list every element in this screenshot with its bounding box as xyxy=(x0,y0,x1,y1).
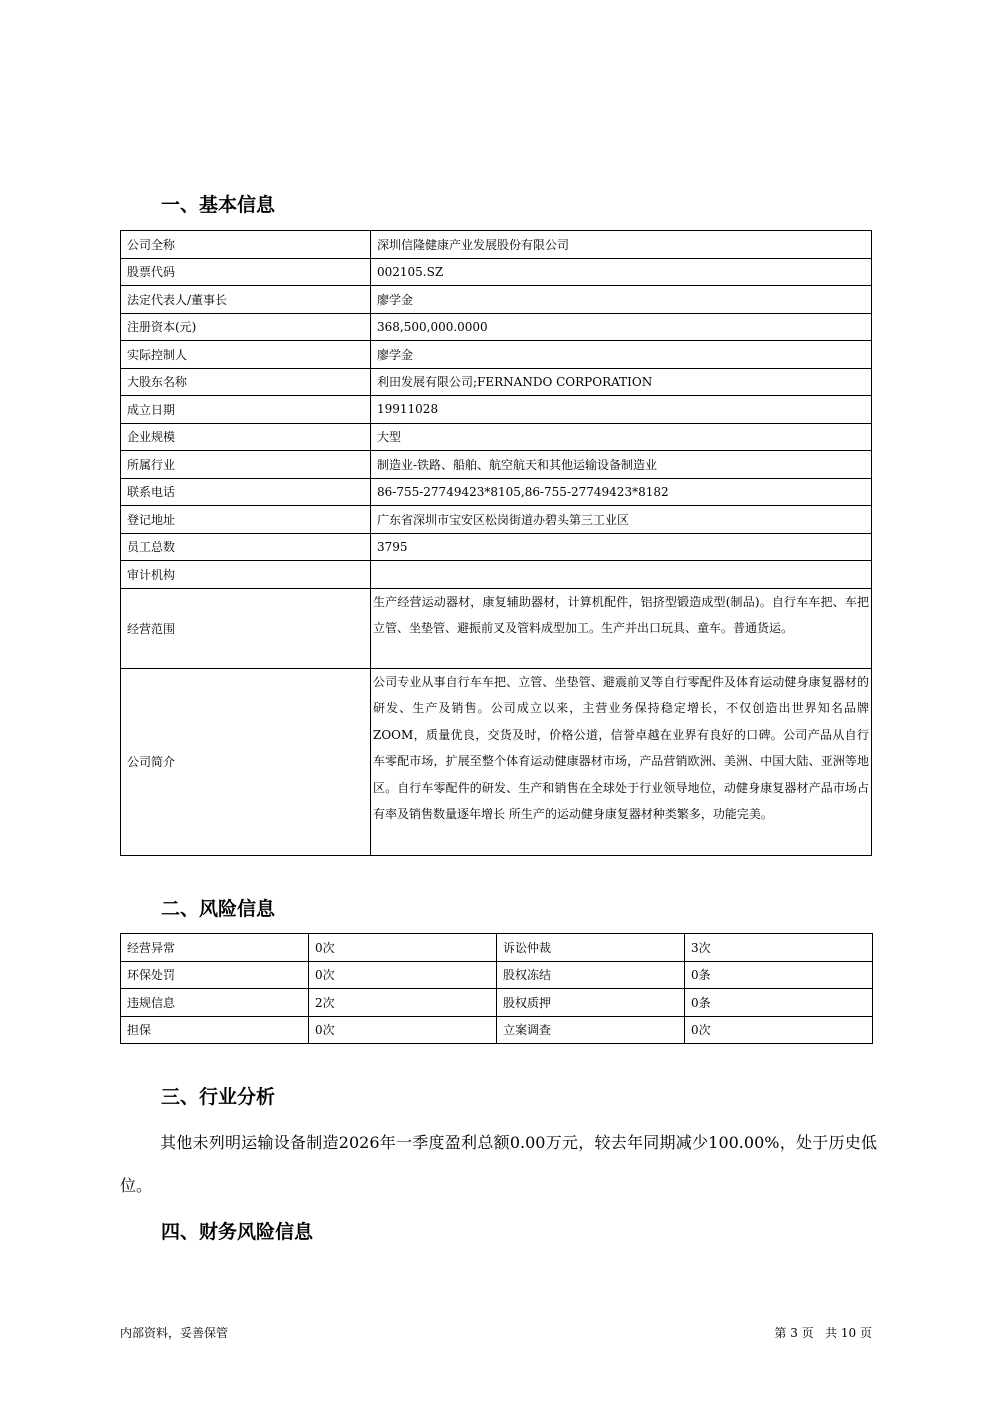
risk-label: 环保处罚 xyxy=(121,961,309,989)
risk-label: 担保 xyxy=(121,1016,309,1044)
row-label: 公司全称 xyxy=(121,231,371,259)
table-row xyxy=(121,258,872,286)
table-row xyxy=(121,286,872,314)
table-row xyxy=(121,588,872,668)
row-label: 企业规模 xyxy=(121,423,371,451)
row-label: 股票代码 xyxy=(121,258,371,286)
table-row xyxy=(121,506,872,534)
row-label: 员工总数 xyxy=(121,533,371,561)
section-title-risk: 二、风险信息 xyxy=(161,898,276,920)
table-row xyxy=(121,423,872,451)
row-label: 注册资本(元) xyxy=(121,313,371,341)
row-label: 所属行业 xyxy=(121,451,371,479)
risk-value: 3次 xyxy=(685,934,873,962)
risk-value: 0次 xyxy=(309,961,497,989)
table-row xyxy=(121,341,872,369)
row-value: 利田发展有限公司;FERNANDO CORPORATION xyxy=(371,368,872,396)
row-label: 成立日期 xyxy=(121,396,371,424)
row-value: 3795 xyxy=(371,533,872,561)
risk-value: 0条 xyxy=(685,961,873,989)
footer-note: 内部资料，妥善保管 xyxy=(120,1326,229,1340)
risk-label: 经营异常 xyxy=(121,934,309,962)
row-value: 廖学金 xyxy=(371,286,872,314)
table-row xyxy=(121,961,873,989)
table-row xyxy=(121,231,872,259)
row-label: 联系电话 xyxy=(121,478,371,506)
table-row xyxy=(121,561,872,589)
risk-label: 违规信息 xyxy=(121,989,309,1017)
basic-info-table xyxy=(120,230,872,856)
risk-value: 0次 xyxy=(309,1016,497,1044)
table-row xyxy=(121,668,872,855)
row-value: 002105.SZ xyxy=(371,258,872,286)
row-value: 廖学金 xyxy=(371,341,872,369)
row-label: 公司简介 xyxy=(121,668,371,855)
table-row xyxy=(121,533,872,561)
row-label: 登记地址 xyxy=(121,506,371,534)
row-value: 大型 xyxy=(371,423,872,451)
table-row xyxy=(121,989,873,1017)
business-scope-text: 生产经营运动器材，康复辅助器材，计算机配件，铝挤型锻造成型(制品)。自行车车把、车把立管、坐垫管、避振前叉及管料成型加工。生产并出口玩具、童车。普通货运。 xyxy=(371,588,872,668)
risk-label: 股权质押 xyxy=(497,989,685,1017)
row-label: 大股东名称 xyxy=(121,368,371,396)
risk-info-table xyxy=(120,933,873,1044)
risk-value: 0条 xyxy=(685,989,873,1017)
company-profile-text: 公司专业从事自行车车把、立管、坐垫管、避震前叉等自行零配件及体育运动健身康复器材的研发、生产及销售。公司成立以来，主营业务保持稳定增长，不仅创造出世界知名品牌ZOOM，质量优良，交货及时，价格公道，信誉卓越在业界有良好的口碑。公司产品从自行车零配市场，扩展至整个体育运动健康器材市场，产品营销欧洲、美洲、中国大陆、亚洲等地区。自行车零配件的研发、生产和销售在全球处于行业领导地位，动健身康复器材产品市场占有率及销售数量逐年增长 所生产的运动健身康复器材种类繁多，功能完美。 xyxy=(371,668,872,855)
section-title-basic: 一、基本信息 xyxy=(161,194,276,216)
table-row xyxy=(121,934,873,962)
table-row xyxy=(121,396,872,424)
industry-analysis-text: 其他未列明运输设备制造2026年一季度盈利总额0.00万元，较去年同期减少100.00%，处于历史低位。 xyxy=(120,1133,877,1195)
row-label: 经营范围 xyxy=(121,588,371,668)
row-value: 广东省深圳市宝安区松岗街道办碧头第三工业区 xyxy=(371,506,872,534)
row-value: 深圳信隆健康产业发展股份有限公司 xyxy=(371,231,872,259)
table-row xyxy=(121,1016,873,1044)
risk-value: 2次 xyxy=(309,989,497,1017)
section-title-finance: 四、财务风险信息 xyxy=(161,1221,314,1243)
risk-label: 立案调查 xyxy=(497,1016,685,1044)
row-label: 法定代表人/董事长 xyxy=(121,286,371,314)
row-value xyxy=(371,561,872,589)
section-title-industry: 三、行业分析 xyxy=(161,1086,276,1108)
row-value: 制造业-铁路、船舶、航空航天和其他运输设备制造业 xyxy=(371,451,872,479)
row-label: 审计机构 xyxy=(121,561,371,589)
table-row xyxy=(121,478,872,506)
row-value: 86-755-27749423*8105,86-755-27749423*8182 xyxy=(371,478,872,506)
row-value: 368,500,000.0000 xyxy=(371,313,872,341)
table-row xyxy=(121,313,872,341)
risk-label: 诉讼仲裁 xyxy=(497,934,685,962)
row-label: 实际控制人 xyxy=(121,341,371,369)
risk-value: 0次 xyxy=(685,1016,873,1044)
table-row xyxy=(121,368,872,396)
table-row xyxy=(121,451,872,479)
risk-value: 0次 xyxy=(309,934,497,962)
row-value: 19911028 xyxy=(371,396,872,424)
risk-label: 股权冻结 xyxy=(497,961,685,989)
page-number: 第 3 页 共 10 页 xyxy=(774,1326,872,1340)
